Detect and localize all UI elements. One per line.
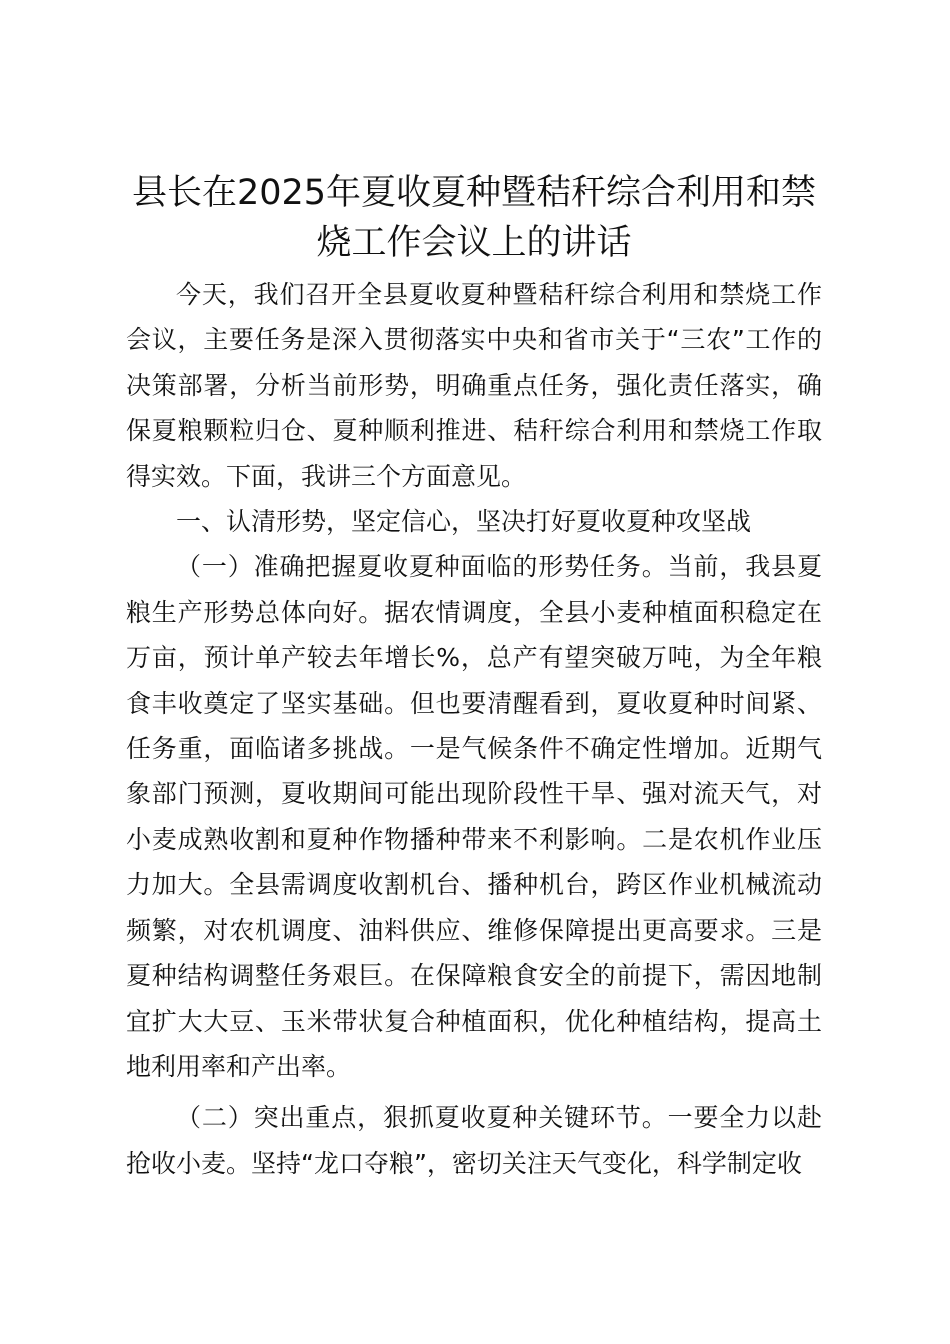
intro-paragraph: 今天，我们召开全县夏收夏种暨秸秆综合利用和禁烧工作会议，主要任务是深入贯彻落实中央和省市关于“三农”工作的决策部署，分析当前形势，明确重点任务，强化责任落实，确保夏粮颗粒归仓、夏种顺利推进、秸秆综合利用和禁烧工作取得实效。下面，我讲三个方面意见。: [126, 280, 822, 491]
subsection-paragraph-1: （一）准确把握夏收夏种面临的形势任务。当前，我县夏粮生产形势总体向好。据农情调度，全县小麦种植面积稳定在万亩，预计单产较去年增长%，总产有望突破万吨，为全年粮食丰收奠定了坚实基础。但也要清醒看到，夏收夏种时间紧、任务重，面临诸多挑战。一是气候条件不确定性增加。近期气象部门预测，夏收期间可能出现阶段性干旱、强对流天气，对小麦成熟收割和夏种作物播种带来不利影响。二是农机作业压力加大。全县需调度收割机台、播种机台，跨区作业机械流动频繁，对农机调度、油料供应、维修保障提出更高要求。三是夏种结构调整任务艰巨。在保障粮食安全的前提下，需因地制宜扩大大豆、玉米带状复合种植面积，优化种植结构，提高土地利用率和产出率。: [126, 552, 822, 1081]
document-title: 县长在2025年夏收夏种暨秸秆综合利用和禁烧工作会议上的讲话: [131, 173, 817, 263]
document-page: [126, 168, 822, 1186]
subsection-paragraph-2: （二）突出重点，狠抓夏收夏种关键环节。一要全力以赴抢收小麦。坚持“龙口夺粮”，密切关注天气变化，科学制定收: [126, 1103, 822, 1178]
section-heading-1: 一、认清形势，坚定信心，坚决打好夏收夏种攻坚战: [176, 507, 752, 537]
